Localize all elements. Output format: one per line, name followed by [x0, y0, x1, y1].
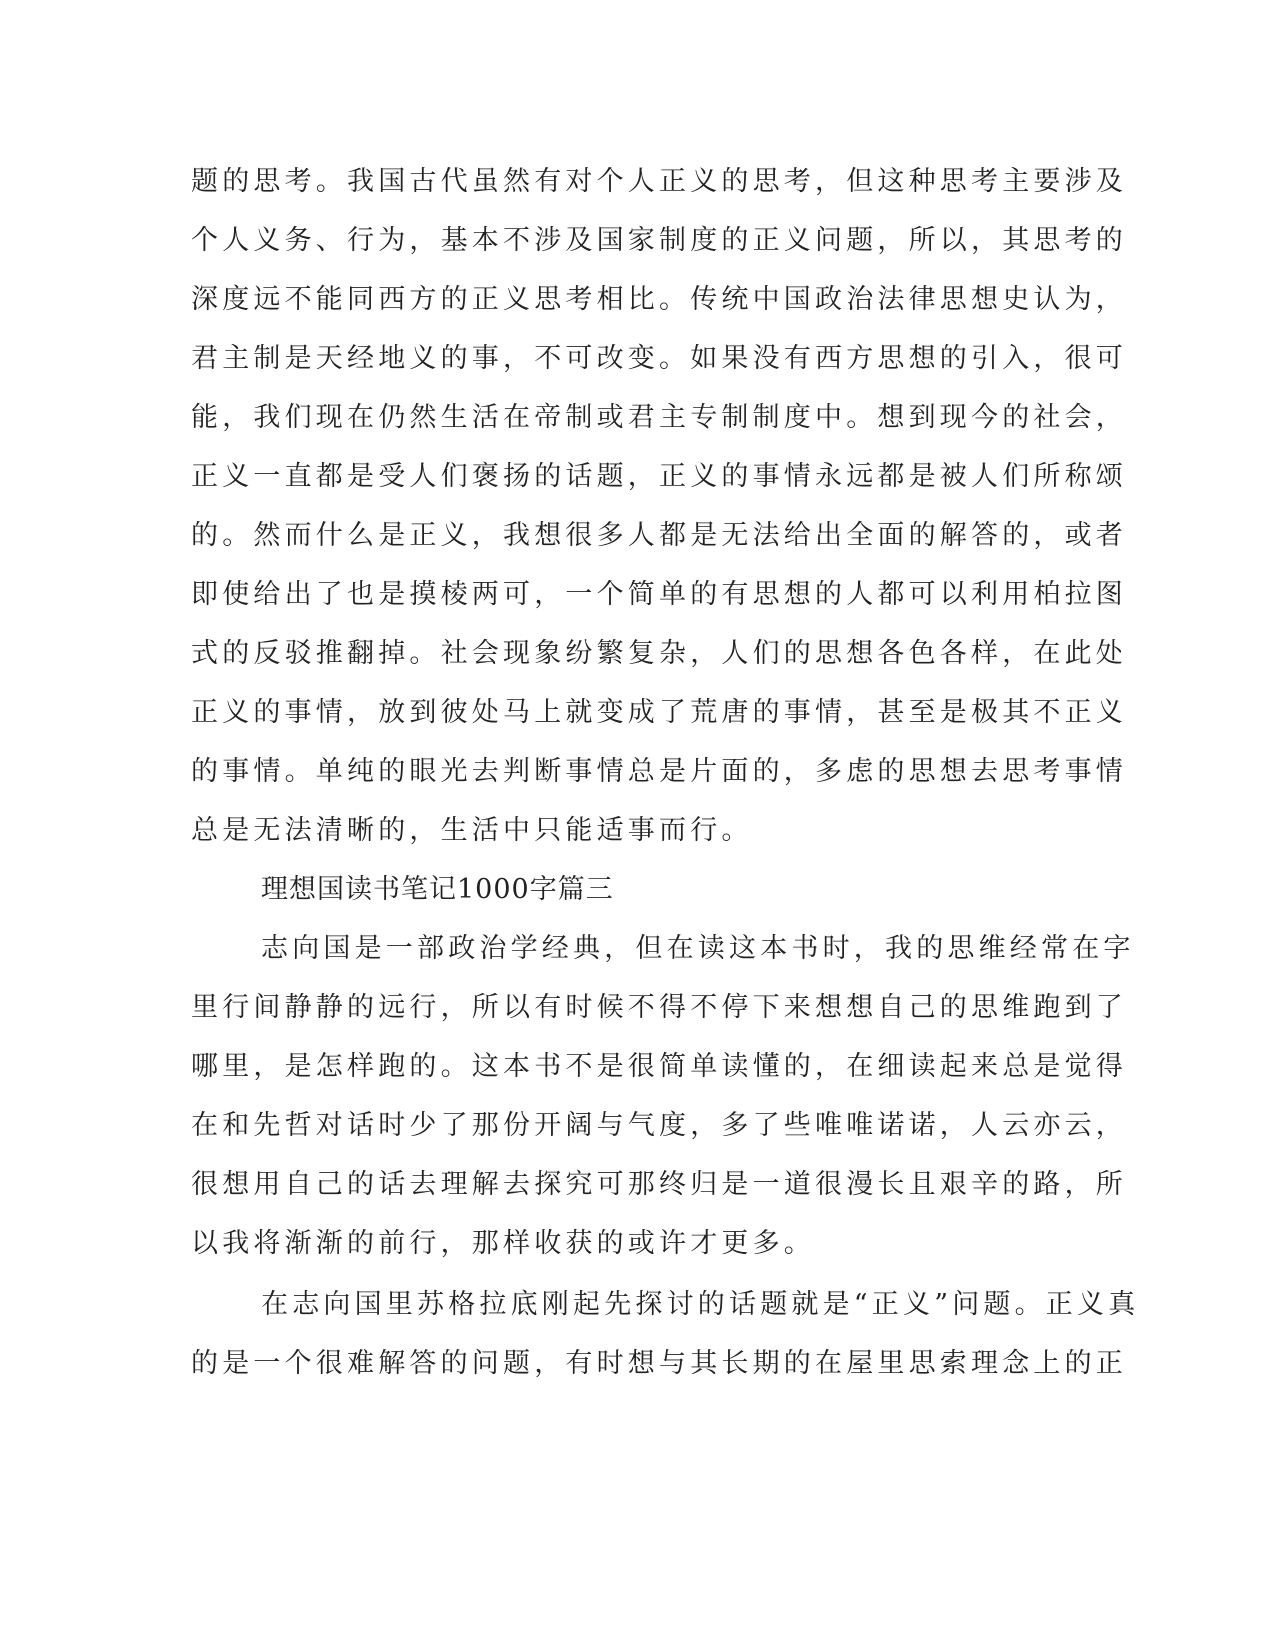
text-line: 在志向国里苏格拉底刚起先探讨的话题就是“正义”问题。正义真	[261, 1289, 1140, 1320]
text-line: 的是一个很难解答的问题，有时想与其长期的在屋里思索理念上的正	[191, 1348, 1127, 1379]
text-line: 总是无法清晰的，生活中只能适事而行。	[191, 815, 753, 846]
text-line: 的。然而什么是正义，我想很多人都是无法给出全面的解答的，或者	[191, 520, 1127, 551]
text-line: 以我将渐渐的前行，那样收获的或许才更多。	[191, 1228, 815, 1259]
text-line: 志向国是一部政治学经典，但在读这本书时，我的思维经常在字	[261, 933, 1135, 964]
text-line: 正义一直都是受人们褒扬的话题，正义的事情永远都是被人们所称颂	[191, 461, 1127, 492]
text-line: 题的思考。我国古代虽然有对个人正义的思考，但这种思考主要涉及	[191, 166, 1127, 197]
section-heading: 理想国读书笔记1000字篇三	[261, 874, 614, 905]
text-line: 即使给出了也是摸棱两可，一个简单的有思想的人都可以利用柏拉图	[191, 579, 1127, 610]
text-line: 深度远不能同西方的正义思考相比。传统中国政治法律思想史认为，	[191, 284, 1127, 315]
text-line: 里行间静静的远行，所以有时候不得不停下来想想自己的思维跑到了	[191, 992, 1127, 1023]
text-line: 能，我们现在仍然生活在帝制或君主专制制度中。想到现今的社会，	[191, 402, 1127, 433]
text-line: 式的反驳推翻掉。社会现象纷繁复杂，人们的思想各色各样，在此处	[191, 638, 1127, 669]
text-line: 个人义务、行为，基本不涉及国家制度的正义问题，所以，其思考的	[191, 225, 1127, 256]
text-line: 在和先哲对话时少了那份开阔与气度，多了些唯唯诺诺，人云亦云，	[191, 1110, 1127, 1141]
text-line: 正义的事情，放到彼处马上就变成了荒唐的事情，甚至是极其不正义	[191, 697, 1127, 728]
text-line: 哪里，是怎样跑的。这本书不是很简单读懂的，在细读起来总是觉得	[191, 1051, 1127, 1082]
text-line: 君主制是天经地义的事，不可改变。如果没有西方思想的引入，很可	[191, 343, 1127, 374]
text-line: 很想用自己的话去理解去探究可那终归是一道很漫长且艰辛的路，所	[191, 1169, 1127, 1200]
text-line: 的事情。单纯的眼光去判断事情总是片面的，多虑的思想去思考事情	[191, 756, 1127, 787]
